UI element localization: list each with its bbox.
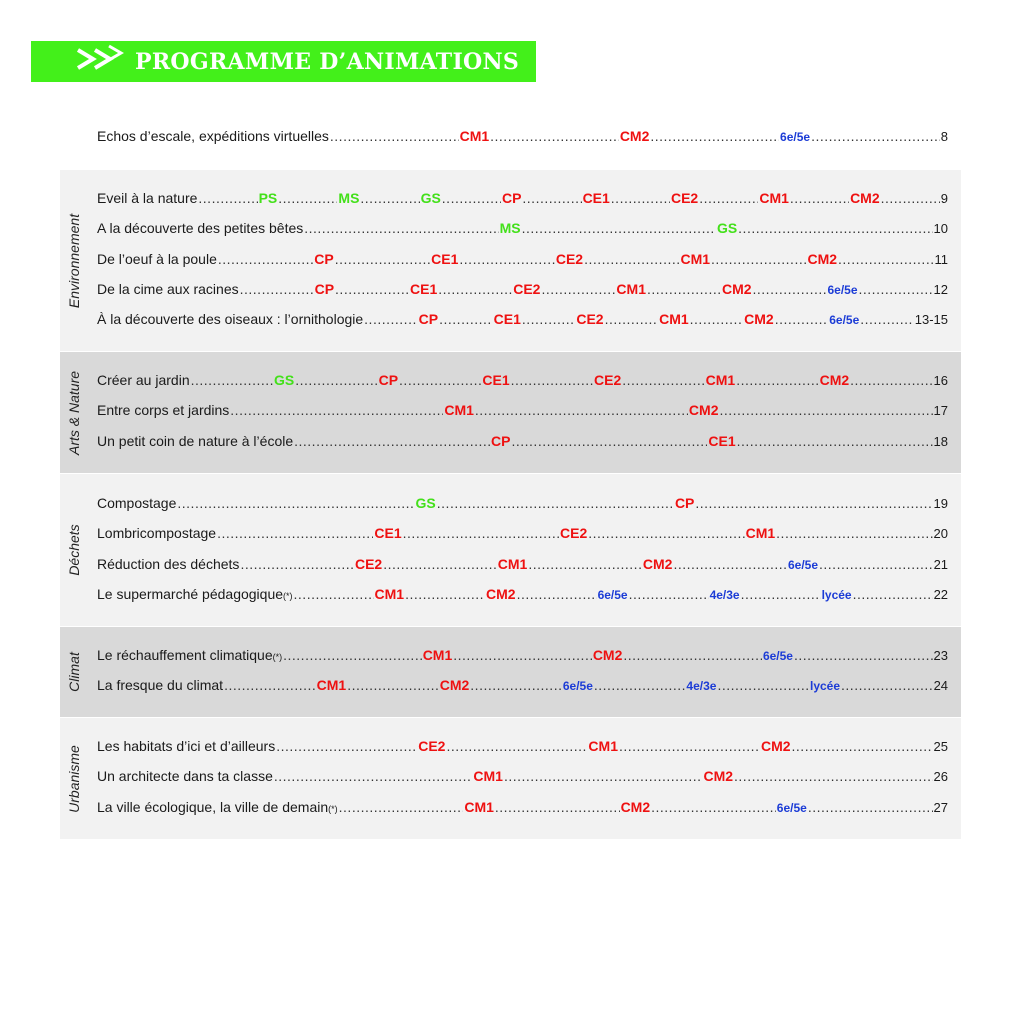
row-title: Un architecte dans ta classe bbox=[97, 768, 273, 784]
dot-leader bbox=[776, 525, 932, 541]
dot-leader bbox=[439, 311, 493, 327]
dot-leader bbox=[794, 647, 933, 663]
dot-leader bbox=[650, 128, 779, 144]
dot-leader bbox=[399, 372, 481, 388]
dot-leader bbox=[695, 495, 932, 511]
dot-leader bbox=[495, 799, 620, 815]
level-cm2: CM2 bbox=[620, 799, 651, 815]
level-cm2: CM2 bbox=[592, 647, 623, 663]
level-cm2: CM2 bbox=[721, 281, 752, 297]
toc-row bbox=[97, 495, 948, 515]
dot-leader bbox=[198, 190, 257, 206]
dot-leader bbox=[383, 556, 497, 572]
dot-leader bbox=[651, 799, 776, 815]
level-6e-5e: 6e/5e bbox=[562, 679, 593, 693]
toc-row bbox=[97, 372, 948, 392]
row-title: Le réchauffement climatique bbox=[97, 647, 273, 663]
row-title: Créer au jardin bbox=[97, 372, 190, 388]
dot-leader bbox=[230, 402, 443, 418]
page-number: 11 bbox=[934, 252, 948, 267]
page-number: 19 bbox=[933, 496, 949, 511]
section-label-text: Déchets bbox=[66, 524, 82, 576]
dot-leader bbox=[470, 677, 562, 693]
dot-leader bbox=[717, 677, 809, 693]
level-cm1: CM1 bbox=[680, 251, 711, 267]
level-gs: GS bbox=[415, 495, 436, 511]
level-cm1: CM1 bbox=[374, 586, 405, 602]
level-cm2: CM2 bbox=[819, 372, 850, 388]
dot-leader bbox=[335, 281, 409, 297]
dot-leader bbox=[734, 768, 933, 784]
level-cm1: CM1 bbox=[659, 311, 689, 327]
section-label-text: Urbanisme bbox=[66, 744, 82, 813]
level-cm2: CM2 bbox=[642, 556, 673, 572]
level-6e-5e: 6e/5e bbox=[597, 588, 628, 602]
level-ce1: CE1 bbox=[493, 311, 521, 327]
level-ce2: CE2 bbox=[670, 190, 699, 206]
dot-leader bbox=[511, 433, 707, 449]
level-ce2: CE2 bbox=[560, 525, 588, 541]
footnote-mark: (*) bbox=[328, 804, 338, 814]
section-label bbox=[60, 352, 88, 473]
dot-leader bbox=[775, 311, 829, 327]
dot-leader bbox=[605, 311, 659, 327]
section-label bbox=[60, 718, 88, 839]
level-ce2: CE2 bbox=[418, 738, 446, 754]
dot-leader bbox=[853, 586, 933, 602]
dot-leader bbox=[278, 190, 337, 206]
dot-leader bbox=[459, 251, 554, 267]
dot-leader bbox=[442, 190, 501, 206]
dot-leader bbox=[737, 433, 933, 449]
level-4e-3e: 4e/3e bbox=[686, 679, 717, 693]
level-ce1: CE1 bbox=[431, 251, 459, 267]
level-cm1: CM1 bbox=[497, 556, 528, 572]
dot-leader bbox=[504, 768, 703, 784]
level-cm1: CM1 bbox=[473, 768, 503, 784]
level-6e-5e: 6e/5e bbox=[829, 313, 860, 327]
page-number: 8 bbox=[940, 129, 948, 144]
level-gs: GS bbox=[716, 220, 738, 236]
dot-leader bbox=[619, 738, 760, 754]
row-title: A la découverte des petites bêtes bbox=[97, 220, 304, 236]
dot-leader bbox=[511, 372, 593, 388]
section-urbanisme bbox=[60, 718, 961, 839]
section-arts-nature bbox=[60, 352, 961, 473]
level-ce2: CE2 bbox=[354, 556, 383, 572]
row-title: Un petit coin de nature à l’école bbox=[97, 433, 294, 449]
dot-leader bbox=[673, 556, 787, 572]
dot-leader bbox=[881, 190, 940, 206]
level-6e-5e: 6e/5e bbox=[780, 130, 811, 144]
row-title: De l’oeuf à la poule bbox=[97, 251, 217, 267]
level-cm1: CM1 bbox=[464, 799, 494, 815]
level-cm2: CM2 bbox=[744, 311, 774, 327]
row-title: Echos d’escale, expéditions virtuelles bbox=[97, 128, 329, 144]
dot-leader bbox=[294, 433, 490, 449]
row-title: La ville écologique, la ville de demain bbox=[97, 799, 329, 815]
level-cp: CP bbox=[314, 251, 334, 267]
level-cm1: CM1 bbox=[588, 738, 618, 754]
level-cp: CP bbox=[674, 495, 695, 511]
section-environnement bbox=[60, 170, 961, 351]
toc-row bbox=[97, 677, 948, 697]
level-cm1: CM1 bbox=[444, 402, 474, 418]
page-number: 12 bbox=[933, 282, 948, 297]
toc-row bbox=[97, 128, 948, 148]
dot-leader bbox=[218, 251, 313, 267]
level-ms: MS bbox=[499, 220, 521, 236]
page-number: 25 bbox=[933, 739, 948, 754]
dot-leader bbox=[753, 281, 827, 297]
toc-row bbox=[97, 556, 948, 576]
dot-leader bbox=[719, 402, 932, 418]
level-6e-5e: 6e/5e bbox=[776, 801, 807, 815]
toc-row bbox=[97, 768, 948, 788]
page-number: 23 bbox=[933, 648, 948, 663]
level-cm2: CM2 bbox=[807, 251, 838, 267]
level-cm2: CM2 bbox=[486, 586, 516, 602]
dot-leader bbox=[611, 190, 670, 206]
dot-leader bbox=[403, 525, 559, 541]
level-gs: GS bbox=[273, 372, 295, 388]
page-number: 10 bbox=[933, 221, 948, 236]
level-ce1: CE1 bbox=[410, 281, 438, 297]
dot-leader bbox=[347, 677, 439, 693]
level-cm2: CM2 bbox=[703, 768, 734, 784]
dot-leader bbox=[588, 525, 744, 541]
toc-row bbox=[97, 281, 948, 301]
page-number: 9 bbox=[940, 191, 949, 206]
level-cm1: CM1 bbox=[316, 677, 347, 693]
dot-leader bbox=[711, 251, 806, 267]
dot-leader bbox=[522, 220, 716, 236]
page-number: 26 bbox=[933, 769, 949, 784]
row-title: Entre corps et jardins bbox=[97, 402, 230, 418]
level-ce1: CE1 bbox=[374, 525, 402, 541]
dot-leader bbox=[584, 251, 679, 267]
footnote-mark: (*) bbox=[283, 591, 293, 601]
dot-leader bbox=[859, 281, 933, 297]
level-ce2: CE2 bbox=[555, 251, 584, 267]
toc-row bbox=[97, 190, 948, 210]
page-title: PROGRAMME D’ANIMATIONS bbox=[135, 49, 520, 75]
dot-leader bbox=[217, 525, 373, 541]
dot-leader bbox=[490, 128, 619, 144]
level-6e-5e: 6e/5e bbox=[827, 283, 858, 297]
intro-section bbox=[60, 128, 961, 150]
page-number: 16 bbox=[933, 373, 948, 388]
dot-leader bbox=[623, 647, 762, 663]
dot-leader bbox=[541, 281, 615, 297]
row-title: Les habitats d’ici et d’ailleurs bbox=[97, 738, 276, 754]
dot-leader bbox=[330, 128, 459, 144]
dot-leader bbox=[699, 190, 758, 206]
section-label bbox=[60, 627, 88, 717]
dot-leader bbox=[838, 251, 933, 267]
dot-leader bbox=[622, 372, 704, 388]
dot-leader bbox=[437, 495, 674, 511]
level-cp: CP bbox=[501, 190, 522, 206]
dot-leader bbox=[240, 281, 314, 297]
dot-leader bbox=[594, 677, 686, 693]
level-6e-5e: 6e/5e bbox=[787, 558, 819, 572]
section-label-text: Arts & Nature bbox=[66, 370, 82, 455]
level-ps: PS bbox=[258, 190, 278, 206]
dot-leader bbox=[860, 311, 914, 327]
row-title: Le supermarché pédagogique bbox=[97, 586, 284, 602]
dot-leader bbox=[647, 281, 721, 297]
dot-leader bbox=[276, 738, 417, 754]
toc-row bbox=[97, 220, 948, 240]
level-cp: CP bbox=[378, 372, 399, 388]
page-number: 18 bbox=[933, 434, 948, 449]
row-title: De la cime aux racines bbox=[97, 281, 239, 297]
toc-row bbox=[97, 647, 948, 667]
level-cm1: CM1 bbox=[745, 525, 776, 541]
level-cp: CP bbox=[314, 281, 335, 297]
dot-leader bbox=[790, 190, 849, 206]
section-label bbox=[60, 474, 88, 626]
level-cp: CP bbox=[418, 311, 439, 327]
dot-leader bbox=[224, 677, 316, 693]
dot-leader bbox=[240, 556, 354, 572]
level-cm1: CM1 bbox=[422, 647, 453, 663]
row-title: Lombricompostage bbox=[97, 525, 217, 541]
section-label-text: Environnement bbox=[66, 213, 82, 308]
section-label bbox=[60, 170, 88, 351]
page-number: 17 bbox=[933, 403, 948, 418]
dot-leader bbox=[850, 372, 932, 388]
toc-row bbox=[97, 402, 948, 422]
row-title: Compostage bbox=[97, 495, 177, 511]
toc-row bbox=[97, 738, 948, 758]
dot-leader bbox=[283, 647, 422, 663]
page-number: 21 bbox=[933, 557, 949, 572]
page-number: 24 bbox=[933, 678, 949, 693]
section-dechets bbox=[60, 474, 961, 626]
level-cm2: CM2 bbox=[619, 128, 650, 144]
page-number: 22 bbox=[933, 587, 949, 602]
dot-leader bbox=[522, 311, 576, 327]
level-cm1: CM1 bbox=[705, 372, 736, 388]
toc-row bbox=[97, 251, 948, 271]
dot-leader bbox=[274, 768, 473, 784]
dot-leader bbox=[339, 799, 464, 815]
dot-leader bbox=[405, 586, 485, 602]
level-6e-5e: 6e/5e bbox=[762, 649, 793, 663]
dot-leader bbox=[177, 495, 414, 511]
dot-leader bbox=[690, 311, 744, 327]
level-ce2: CE2 bbox=[594, 372, 622, 388]
level-gs: GS bbox=[420, 190, 441, 206]
dot-leader bbox=[295, 372, 377, 388]
dot-leader bbox=[475, 402, 688, 418]
dot-leader bbox=[294, 586, 374, 602]
level-cm1: CM1 bbox=[616, 281, 646, 297]
toc-row bbox=[97, 433, 948, 453]
level-cm2: CM2 bbox=[688, 402, 719, 418]
toc-row bbox=[97, 525, 948, 545]
section-climat bbox=[60, 627, 961, 717]
level-cm1: CM1 bbox=[459, 128, 490, 144]
footnote-mark: (*) bbox=[272, 652, 283, 662]
level-cm1: CM1 bbox=[759, 190, 789, 206]
section-label-text: Climat bbox=[66, 652, 82, 692]
dot-leader bbox=[811, 128, 940, 144]
level-cp: CP bbox=[491, 433, 511, 449]
level-cm2: CM2 bbox=[850, 190, 880, 206]
level-ce2: CE2 bbox=[513, 281, 541, 297]
dot-leader bbox=[819, 556, 933, 572]
dot-leader bbox=[792, 738, 933, 754]
dot-leader bbox=[360, 190, 419, 206]
dot-leader bbox=[629, 586, 709, 602]
toc-row bbox=[97, 311, 948, 331]
dot-leader bbox=[304, 220, 498, 236]
level-ce1: CE1 bbox=[708, 433, 736, 449]
page-number: 13-15 bbox=[914, 312, 948, 327]
row-title: Réduction des déchets bbox=[97, 556, 240, 572]
page-number: 27 bbox=[933, 800, 948, 815]
dot-leader bbox=[438, 281, 512, 297]
level-4e-3e: 4e/3e bbox=[709, 588, 740, 602]
dot-leader bbox=[517, 586, 597, 602]
dot-leader bbox=[741, 586, 821, 602]
dot-leader bbox=[522, 190, 581, 206]
header-banner bbox=[31, 41, 536, 82]
dot-leader bbox=[528, 556, 642, 572]
toc-row bbox=[97, 799, 948, 819]
row-title: Eveil à la nature bbox=[97, 190, 198, 206]
level-cm2: CM2 bbox=[760, 738, 791, 754]
row-title: À la découverte des oiseaux : l’ornithologie bbox=[97, 311, 364, 327]
dot-leader bbox=[453, 647, 592, 663]
page-number: 20 bbox=[933, 526, 948, 541]
dot-leader bbox=[841, 677, 933, 693]
level-ce1: CE1 bbox=[582, 190, 610, 206]
level-ce2: CE2 bbox=[576, 311, 604, 327]
level-ce1: CE1 bbox=[482, 372, 510, 388]
level-ms: MS bbox=[338, 190, 360, 206]
level-lycee: lycée bbox=[810, 679, 841, 693]
dot-leader bbox=[364, 311, 418, 327]
row-title: La fresque du climat bbox=[97, 677, 224, 693]
dot-leader bbox=[738, 220, 932, 236]
toc-row bbox=[97, 586, 948, 606]
level-lycee: lycée bbox=[821, 588, 852, 602]
dot-leader bbox=[736, 372, 818, 388]
dot-leader bbox=[808, 799, 933, 815]
double-chevron-icon bbox=[75, 44, 127, 74]
dot-leader bbox=[191, 372, 273, 388]
level-cm2: CM2 bbox=[439, 677, 470, 693]
dot-leader bbox=[446, 738, 587, 754]
dot-leader bbox=[335, 251, 430, 267]
